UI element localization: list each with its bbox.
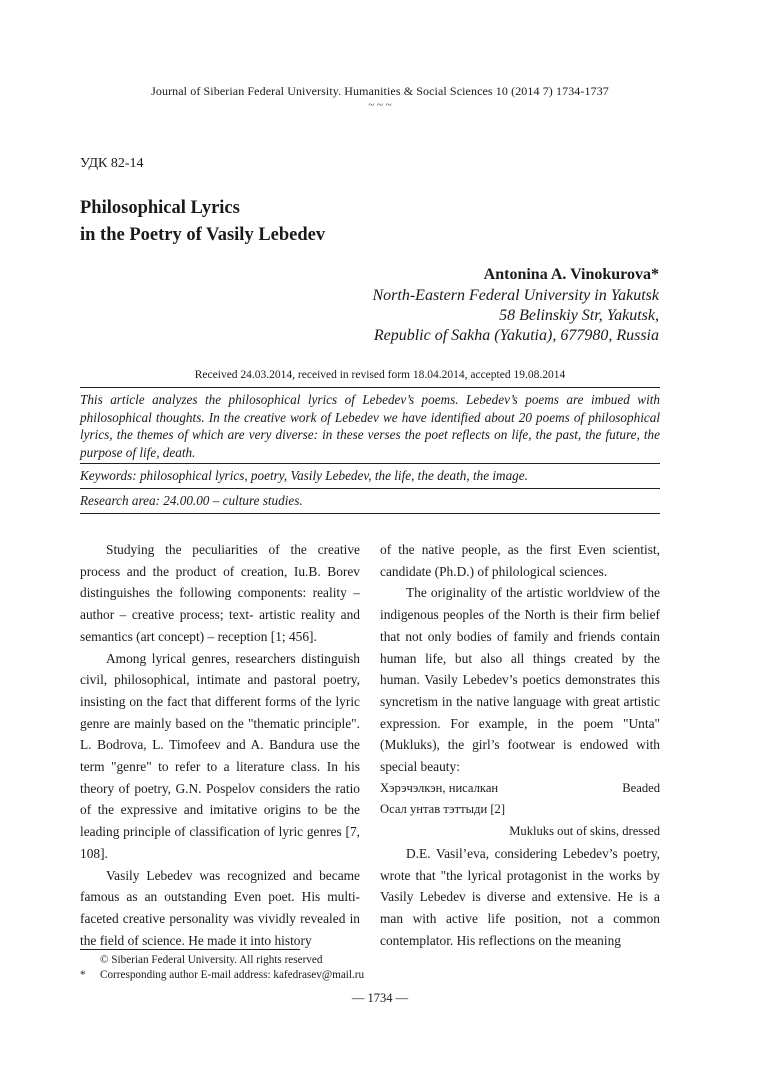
footnote-rule xyxy=(80,949,300,950)
corresponding-author: Corresponding author E-mail address: kafedrasev@mail.ru xyxy=(100,968,365,981)
header-separator: ~ ~ ~ xyxy=(368,99,392,111)
poem-line-1-original: Хэрэчэлкэн, нисалкан xyxy=(380,780,499,795)
abstract-divider xyxy=(80,463,660,464)
footnote-mark: * xyxy=(80,968,86,981)
body-column-right xyxy=(380,539,660,951)
body-column-left xyxy=(80,539,360,951)
poem-line-1 xyxy=(380,778,660,800)
title-line-1: Philosophical Lyrics xyxy=(80,198,240,218)
keywords-divider xyxy=(80,488,660,489)
received-dates: Received 24.03.2014, received in revised form 18.04.2014, accepted 19.08.2014 xyxy=(194,369,566,381)
poem-line-1-translation: Beaded xyxy=(622,780,660,795)
article-title xyxy=(80,195,325,249)
poem-line-2-original: Осал унтав тэттыди [2] xyxy=(380,802,506,817)
page-number: — 1734 — xyxy=(351,991,409,1005)
affiliation-line-2: 58 Belinskiy Str, Yakutsk, xyxy=(499,307,659,324)
abstract-top-rule xyxy=(80,387,660,388)
copyright-text: © Siberian Federal University. All rights reserved xyxy=(100,954,323,966)
footnote-copyright xyxy=(80,953,364,968)
body-paragraph: Vasily Lebedev was recognized and became famous as an outstanding Even poet. His multi-faceted creative personality was vividly revealed in the field of science. He made it into history xyxy=(80,867,360,948)
journal-header: Journal of Siberian Federal University. Humanities & Social Sciences 10 (2014 7) 1734-1737 xyxy=(151,84,609,98)
author-name: Antonina A. Vinokurova* xyxy=(483,266,659,283)
body-paragraph: Studying the peculiarities of the creative process and the product of creation, Iu.B. Borev distinguishes the following components: reality – author – creative process; text- artistic reality and semantics (art concept) – reception [1; 456]. xyxy=(80,542,360,644)
footnote-corresponding xyxy=(80,968,364,983)
body-paragraph: The originality of the artistic worldview of the indigenous peoples of the North is their firm belief that not only bodies of family and friends contain human life, but also all things created by the human. Vasily Lebedev’s poetics demonstrates this syncretism in the native language with great artistic expression. For example, in the poem "Unta" (Mukluks), the girl’s footwear is endowed with special beauty: xyxy=(380,585,660,775)
poem-line-2-translation: Mukluks out of skins, dressed xyxy=(509,824,660,839)
abstract: This article analyzes the philosophical lyrics of Lebedev’s poems. Lebedev’s poems are imbued with philosophical thoughts. In the creative work of Lebedev we have identified about 20 poems of philosophical lyrics, the themes of which are very diverse: in these verses the poet reflects on life, the past, the future, the purpose of life, death. xyxy=(80,392,660,460)
body-paragraph-continuation: of the native people, as the first Even scientist, candidate (Ph.D.) of philological sciences. xyxy=(380,542,660,579)
abstract-bottom-rule xyxy=(80,513,660,514)
body-paragraph: D.E. Vasil’eva, considering Lebedev’s poetry, wrote that "the lyrical protagonist in the works by Vasily Lebedev is diverse and extensive. He is a man with active life position, not a common contemplator. His reflections on the meaning xyxy=(380,845,660,948)
udk-code: УДК 82-14 xyxy=(80,156,144,171)
keywords: Keywords: philosophical lyrics, poetry, Vasily Lebedev, the life, the death, the image. xyxy=(80,468,528,483)
title-line-2: in the Poetry of Vasily Lebedev xyxy=(80,225,326,245)
author-block xyxy=(373,264,660,346)
affiliation-line-3: Republic of Sakha (Yakutia), 677980, Russia xyxy=(373,327,659,344)
footnotes xyxy=(80,953,364,982)
body-paragraph: Among lyrical genres, researchers distinguish civil, philosophical, intimate and pastoral poetry, insisting on the fact that different forms of the lyric genre are mainly based on the "thematic principle". L. Bodrova, L. Timofeev and A. Bandura use the term "genre" to refer to a literature class. In his theory of poetry, G.N. Pospelov considers the ratio of the expressive and imitative origins to be the leading principle of classification of lyric genres [7, 108]. xyxy=(80,650,360,861)
research-area: Research area: 24.00.00 – culture studies. xyxy=(80,493,303,508)
affiliation-line-1: North-Eastern Federal University in Yakutsk xyxy=(372,287,659,304)
